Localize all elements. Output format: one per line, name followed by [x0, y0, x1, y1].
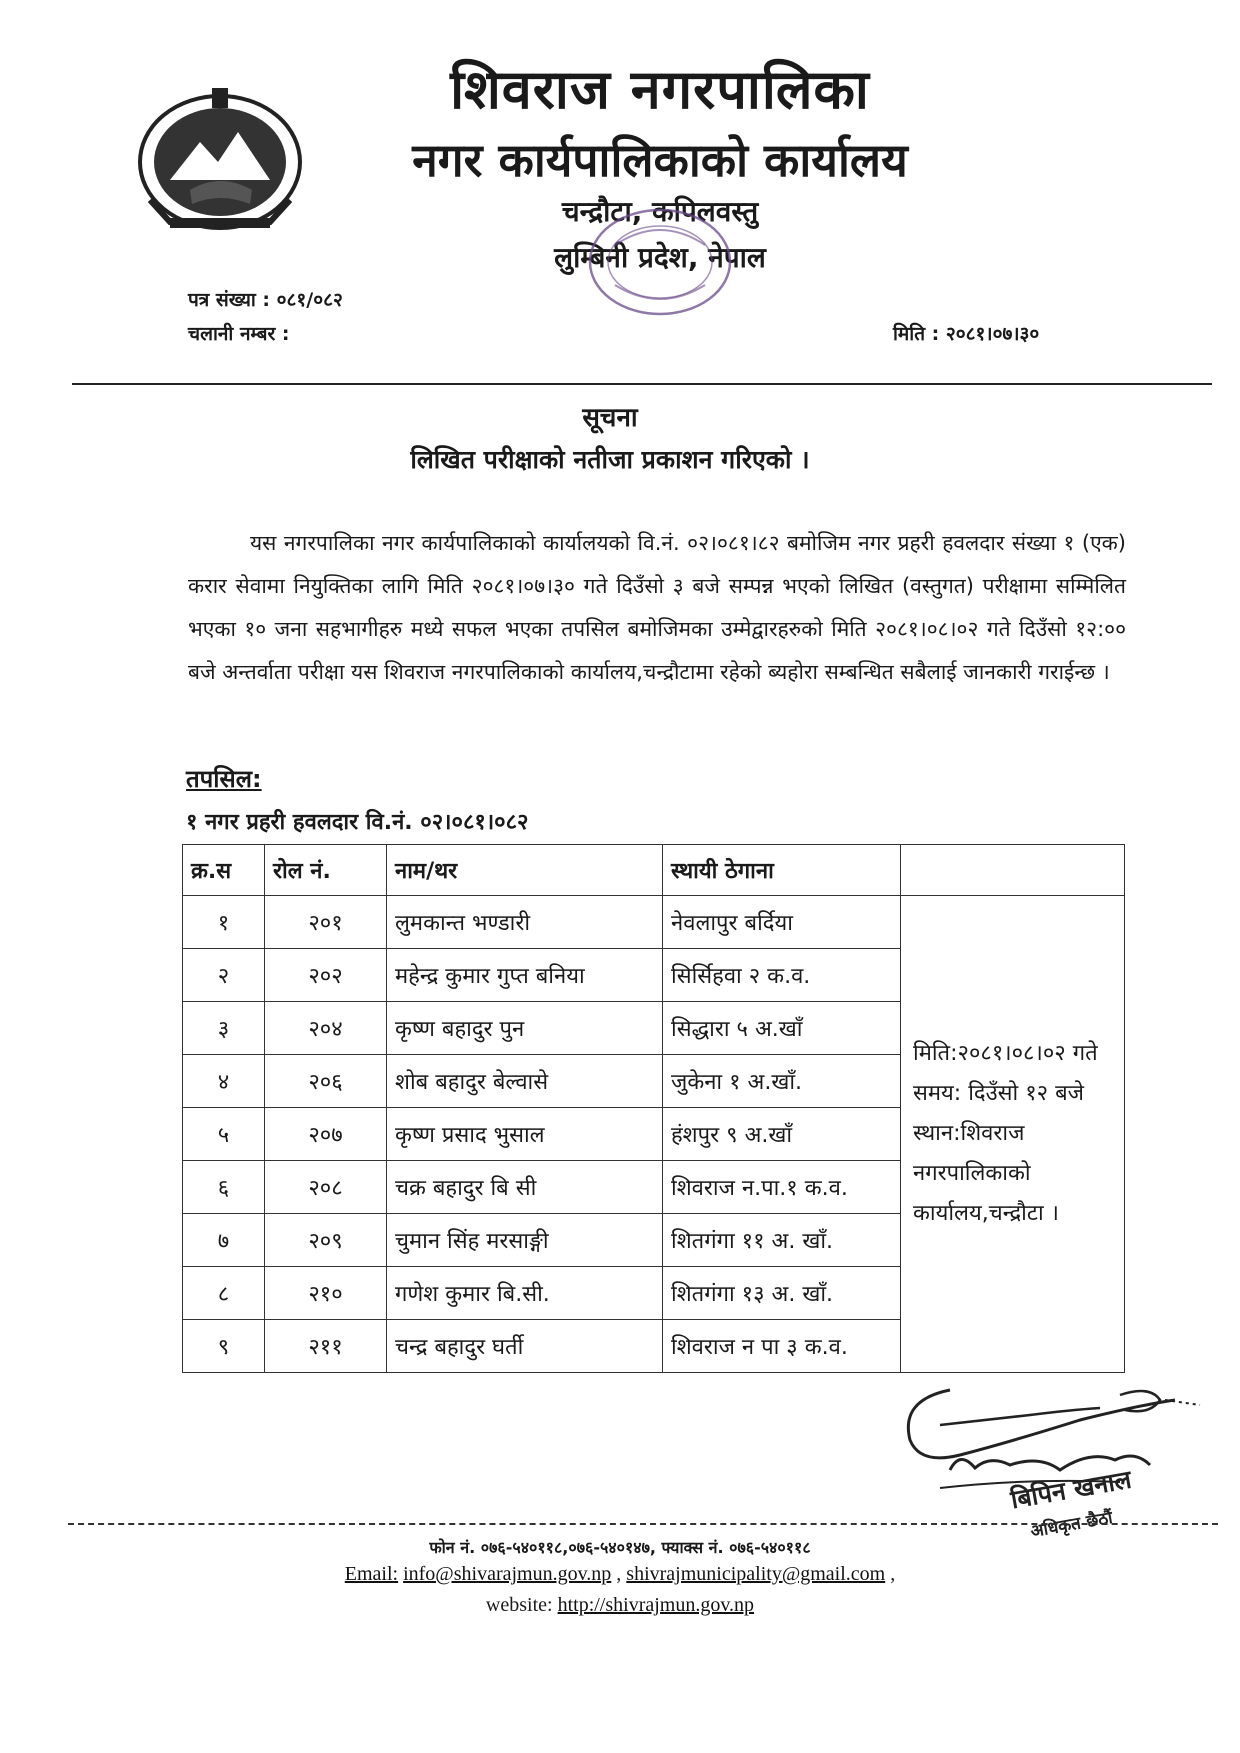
cell-address: सिर्सिहवा २ क.व.	[663, 949, 901, 1002]
notice-body: यस नगरपालिका नगर कार्यपालिकाको कार्यालयको वि.नं. ०२।०८१।८२ बमोजिम नगर प्रहरी हवलदार संख्या १ (एक) करार सेवामा नियुक्तिका लागि मिति २०८१।०७।३० गते दिउँसो ३ बजे सम्पन्न भएको लिखित (वस्तुगत) परीक्षामा सम्मिलित भएका १० जना सहभागीहरु मध्ये सफल भएका तपसिल बमोजिमका उम्मेद्वारहरुको मिति २०८१।०८।०२ गते दिउँसो १२:०० बजे अन्तर्वाता परीक्षा यस शिवराज नगरपालिकाको कार्यालय,चन्द्रौटामा रहेको ब्यहोरा सम्बन्धित सबैलाई जानकारी गराईन्छ ।	[188, 531, 1126, 684]
cell-roll: २०२	[265, 949, 387, 1002]
table-row	[183, 896, 1125, 949]
col-roll: रोल नं.	[265, 845, 387, 896]
cell-serial: ९	[183, 1320, 265, 1373]
email-sep-2: ,	[890, 1563, 896, 1585]
interview-place-3: कार्यालय,चन्द्रौटा ।	[913, 1201, 1059, 1226]
col-remarks	[901, 845, 1125, 896]
cell-serial: ३	[183, 1002, 265, 1055]
cell-name: गणेश कुमार बि.सी.	[387, 1267, 663, 1320]
office-stamp-icon	[585, 205, 735, 320]
letter-number	[188, 286, 343, 312]
footer-phone: फोन नं. ०७६-५४०११८,०७६-५४०१४७, फ्याक्स नं. ०७६-५४०११८	[429, 1538, 811, 1557]
cell-serial: ७	[183, 1214, 265, 1267]
cell-name: महेन्द्र कुमार गुप्त बनिया	[387, 949, 663, 1002]
cell-name: कृष्ण बहादुर पुन	[387, 1002, 663, 1055]
cell-roll: २११	[265, 1320, 387, 1373]
table-header-row	[183, 845, 1125, 896]
details-subheading: १ नगर प्रहरी हवलदार वि.नं. ०२।०८१।०८२	[186, 810, 529, 835]
letter-date-value: २०८१।०७।३०	[945, 323, 1040, 345]
cell-address: शिवराज न.पा.१ क.व.	[663, 1161, 901, 1214]
col-serial: क्र.स	[183, 845, 265, 896]
office-address-2: लुम्बिनी प्रदेश, नेपाल	[554, 241, 766, 274]
cell-address: सिद्धारा ५ अ.खाँ	[663, 1002, 901, 1055]
letter-date	[893, 320, 1039, 346]
website-label: website:	[485, 1594, 553, 1616]
results-table	[182, 844, 1125, 1373]
interview-date: मिति:२०८१।०८।०२ गते	[913, 1041, 1098, 1066]
interview-time: समय: दिउँसो १२ बजे	[913, 1081, 1084, 1106]
cell-serial: ६	[183, 1161, 265, 1214]
cell-name: चक्र बहादुर बि सी	[387, 1161, 663, 1214]
cell-address: शितगंगा ११ अ. खाँ.	[663, 1214, 901, 1267]
footer-divider	[68, 1523, 1218, 1525]
notice-subtitle: लिखित परीक्षाको नतीजा प्रकाशन गरिएको ।	[410, 445, 810, 474]
email-sep: ,	[616, 1563, 622, 1585]
cell-name: लुमकान्त भण्डारी	[387, 896, 663, 949]
nepal-emblem-icon	[130, 80, 310, 235]
col-name: नाम/थर	[387, 845, 663, 896]
office-address-1: चन्द्रौटा, कपिलवस्तु	[561, 195, 759, 228]
letter-number-value: ०८१/०८२	[276, 289, 343, 311]
notice-title: सूचना	[582, 403, 638, 433]
footer-website	[220, 1594, 1020, 1617]
header-divider	[72, 383, 1212, 385]
cell-address: हंशपुर ९ अ.खाँ	[663, 1108, 901, 1161]
signatory-post: अधिकृत छैठौं	[1029, 1507, 1115, 1543]
footer-email	[220, 1563, 1020, 1586]
cell-address: नेवलापुर बर्दिया	[663, 896, 901, 949]
cell-roll: २०९	[265, 1214, 387, 1267]
cell-address: शिवराज न पा ३ क.व.	[663, 1320, 901, 1373]
interview-note	[901, 896, 1125, 1373]
cell-roll: २१०	[265, 1267, 387, 1320]
cell-name: चन्द्र बहादुर घर्ती	[387, 1320, 663, 1373]
interview-place-1: स्थान:शिवराज	[913, 1121, 1025, 1146]
email-label: Email:	[344, 1563, 399, 1585]
cell-roll: २०१	[265, 896, 387, 949]
cell-serial: १	[183, 896, 265, 949]
cell-roll: २०६	[265, 1055, 387, 1108]
cell-serial: २	[183, 949, 265, 1002]
cell-serial: ८	[183, 1267, 265, 1320]
cell-roll: २०४	[265, 1002, 387, 1055]
cell-address: जुकेना १ अ.खाँ.	[663, 1055, 901, 1108]
dispatch-number-label: चलानी नम्बर :	[188, 323, 290, 345]
cell-serial: ५	[183, 1108, 265, 1161]
letter-number-label: पत्र संख्या :	[188, 289, 271, 311]
dispatch-number	[188, 320, 290, 346]
office-name: शिवराज नगरपालिका	[450, 58, 870, 121]
cell-roll: २०७	[265, 1108, 387, 1161]
cell-name: चुमान सिंह मरसाङ्गी	[387, 1214, 663, 1267]
cell-roll: २०८	[265, 1161, 387, 1214]
website-link[interactable]: http://shivrajmun.gov.np	[557, 1594, 755, 1616]
signatory-name: बिपिन खनाल	[1008, 1464, 1134, 1515]
cell-address: शितगंगा १३ अ. खाँ.	[663, 1267, 901, 1320]
cell-name: शोब बहादुर बेल्वासे	[387, 1055, 663, 1108]
cell-serial: ४	[183, 1055, 265, 1108]
cell-name: कृष्ण प्रसाद भुसाल	[387, 1108, 663, 1161]
email-link-2[interactable]: shivrajmunicipality@gmail.com	[626, 1563, 886, 1585]
interview-place-2: नगरपालिकाको	[913, 1161, 1031, 1186]
details-heading: तपसिल:	[186, 765, 262, 793]
col-address: स्थायी ठेगाना	[663, 845, 901, 896]
office-subtitle: नगर कार्यपालिकाको कार्यालय	[412, 133, 908, 187]
letter-date-label: मिति :	[893, 323, 940, 345]
email-link-1[interactable]: info@shivarajmun.gov.np	[403, 1563, 612, 1585]
